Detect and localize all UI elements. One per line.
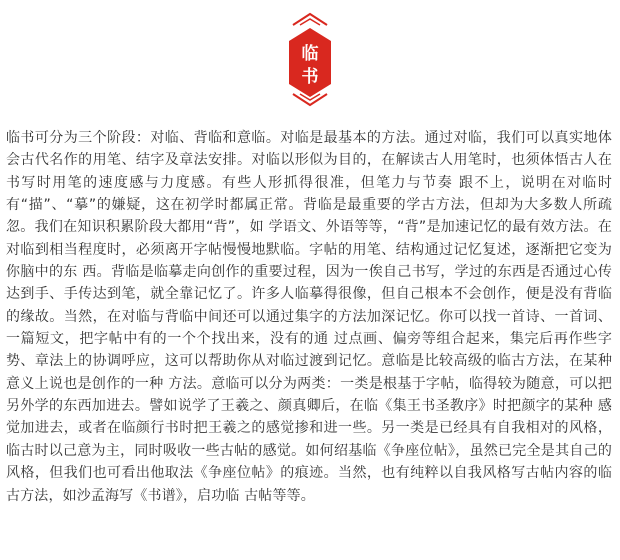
article-paragraph: 临书可分为三个阶段：对临、背临和意临。对临是最基本的方法。通过对临，我们可以真实地体会古代名作的用笔、结字及章法安排。对临以形似为目的，在解读古人用笔时，也须体悟古人在书写时用笔的速度感与力度感。有些人形抓得很准，但笔力与节奏 跟不上，说明在对临时有“描”、“摹”的嫌疑，这在初学时都属正常。背临是最重要的学古方法，但却为大多数人所疏忽。我们在知识积累阶段大都用“背”，如 学语文、外语等等，“背”是加速记忆的最有效方法。在对临到相当程度时，必须离开字帖慢慢地默临。字帖的用笔、结构通过记忆复述，逐渐把它变为你脑中的东 西。背临是临摹走向创作的重要过程，因为一俟自己书写，学过的东西是否通过心传达到手、手传达到笔，就全靠记忆了。许多人临摹得很像，但自己根本不会创作，便是没有背临的缘故。当然，在对临与背临中间还可以通过集字的方法加深记忆。你可以找一首诗、一首词、一篇短文，把字帖中有的一个个找出来，没有的通 过点画、偏旁等组合起来，集完后再作些字势、章法上的协调呼应，这可以帮助你从对临过渡到记忆。意临是比较高级的临古方法，在某种意义上说也是创作的一种 方法。意临可以分为两类：一类是根基于字帖，临得较为随意，可以把另外学的东西加进去。譬如说学了王羲之、颜真卿后，在临《集王书圣教序》时把颜字的某种 感觉加进去，或者在临颜行书时把王羲之的感觉掺和进一些。另一类是已经具有自我相对的风格，临古时以己意为主，同时吸收一些古帖的感觉。如何绍基临《争座位帖》，虽然已完全是其自己的风格，但我们也可看出他取法《争座位帖》的痕迹。当然，也有纯粹以自我风格写古帖内容的临古方法，如沙孟海写《书谱》，启功临 古帖等等。 [6,130,612,504]
badge-char-1: 临 [301,44,319,64]
section-badge [282,12,338,107]
badge-char-2: 书 [301,67,319,87]
